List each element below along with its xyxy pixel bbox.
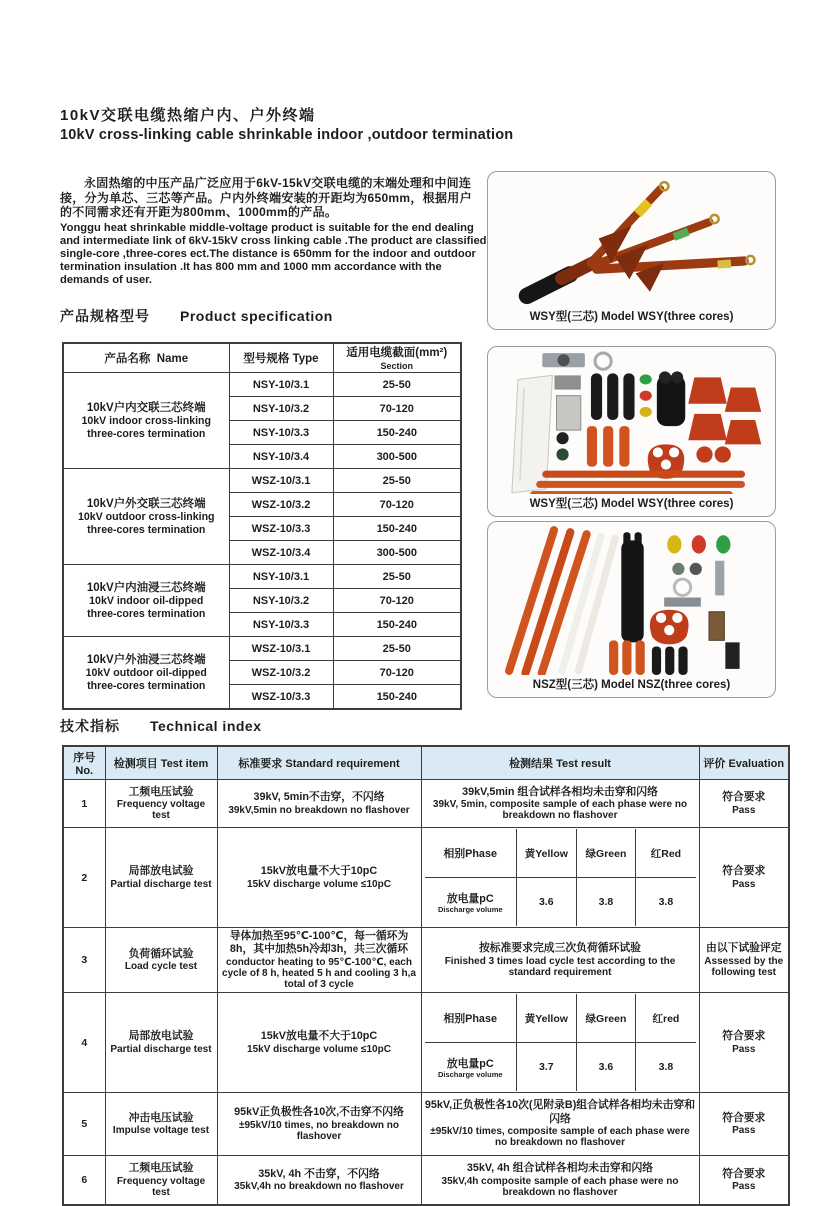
eval-en: Pass (732, 804, 756, 816)
group-name-en2: three-cores termination (87, 523, 206, 536)
req-en: 39kV,5min no breakdown no flashover (228, 804, 410, 816)
tech-header-row (63, 746, 789, 780)
item-zh: 局部放电试验 (128, 1030, 194, 1043)
table-row (63, 1156, 789, 1206)
phase-discharge-subtable (425, 829, 696, 926)
result-zh: 95kV,正负极性各10次(见附录B)组合试样各相均未击穿和闪络 (424, 1099, 696, 1125)
discharge-value: 3.8 (576, 878, 636, 927)
discharge-label-en: Discharge volume (437, 1069, 503, 1079)
spec-section-cell: 300-500 (333, 541, 461, 565)
spec-col-section (333, 343, 461, 373)
spec-col-type (229, 343, 333, 373)
phase-label: 相别Phase (443, 847, 497, 860)
subtable-header-row (425, 994, 696, 1043)
table-row (63, 469, 461, 493)
page-title-zh: 10kV交联电缆热缩户内、户外终端 (60, 107, 316, 124)
table-row (63, 828, 789, 928)
spec-type-cell: NSY-10/3.3 (229, 421, 333, 445)
tech-eval-cell (699, 828, 789, 928)
subtable-value-row (425, 1043, 696, 1092)
spec-col-name-en: Name (156, 353, 189, 365)
photo-caption: WSY型(三芯) Model WSY(three cores) (529, 311, 734, 323)
spec-group-4-name (63, 637, 229, 710)
group-name-en2: three-cores termination (87, 427, 206, 440)
tech-eval-cell (699, 780, 789, 828)
eval-zh: 符合要求 (722, 1111, 766, 1124)
spec-type-cell: WSZ-10/3.4 (229, 541, 333, 565)
intro-paragraph-zh: 永固热缩的中压产品广泛应用于6kV-15kV交联电缆的末端处理和中间连接，分为单芯、三芯等产品。户内外终端安装的开距均为650mm，根据用户的不同需求还有开距为800mm、1000mm的产品。 (60, 176, 472, 220)
phase-yellow: 黄Yellow (517, 994, 577, 1043)
spec-col-name-zh: 产品名称 (104, 353, 151, 365)
eval-zh: 符合要求 (722, 865, 766, 878)
tech-col-result: 检测结果 Test result (421, 746, 699, 780)
discharge-label (425, 878, 517, 927)
result-zh: 39kV,5min 组合试样各相均未击穿和闪络 (462, 785, 658, 798)
eval-en: Pass (732, 1125, 756, 1137)
item-zh: 局部放电试验 (128, 865, 194, 878)
table-row (63, 637, 461, 661)
wsy-kit-photo (488, 347, 775, 494)
tech-eval-cell (699, 1093, 789, 1156)
req-zh: 35kV, 4h 不击穿，不闪络 (258, 1167, 380, 1180)
group-name-en2: three-cores termination (87, 607, 206, 620)
discharge-value: 3.6 (576, 1043, 636, 1092)
spec-group-1-name (63, 373, 229, 469)
item-zh: 工频电压试验 (128, 1162, 194, 1175)
tech-result-cell (421, 780, 699, 828)
table-row (63, 993, 789, 1093)
tech-no-cell: 2 (63, 828, 105, 928)
group-name-en1: 10kV outdoor oil-dipped (85, 666, 207, 679)
req-zh: 15kV放电量不大于10pC (260, 865, 378, 878)
tech-result-cell (421, 928, 699, 993)
spec-header-row (63, 343, 461, 373)
phase-red: 红Red (636, 829, 696, 878)
tech-item-cell (105, 828, 217, 928)
table-row (63, 565, 461, 589)
photo-box-nsz-kit (487, 521, 776, 698)
spec-type-cell: WSZ-10/3.1 (229, 637, 333, 661)
tech-item-cell (105, 1093, 217, 1156)
req-en: 15kV discharge volume ≤10pC (247, 1043, 391, 1055)
spec-type-cell: WSZ-10/3.2 (229, 661, 333, 685)
table-row (63, 1093, 789, 1156)
item-zh: 负荷循环试验 (128, 947, 194, 960)
table-row (63, 780, 789, 828)
tech-no-cell: 3 (63, 928, 105, 993)
spec-section-cell: 70-120 (333, 397, 461, 421)
spec-group-2-name (63, 469, 229, 565)
tech-item-cell (105, 780, 217, 828)
tech-req-cell (217, 828, 421, 928)
tech-col-req: 标准要求 Standard requirement (217, 746, 421, 780)
tech-req-cell (217, 780, 421, 828)
group-name-en1: 10kV outdoor cross-linking (77, 510, 215, 523)
discharge-value: 3.8 (636, 1043, 696, 1092)
group-name-en2: three-cores termination (87, 679, 206, 692)
result-zh: 按标准要求完成三次负荷循环试验 (479, 942, 641, 955)
spec-section-cell: 70-120 (333, 493, 461, 517)
eval-en: Pass (732, 1181, 756, 1193)
tech-item-cell (105, 1156, 217, 1206)
tech-result-cell (421, 993, 699, 1093)
phase-discharge-subtable (425, 994, 696, 1091)
phase-label: 相别Phase (443, 1012, 497, 1025)
req-zh: 导体加热至95℃-100℃，每一循环为8h，其中加热5h冷却3h，共三次循环 (229, 929, 409, 956)
spec-heading-zh: 产品规格型号 (60, 308, 150, 324)
tech-req-cell (217, 1093, 421, 1156)
eval-en: Pass (732, 878, 756, 890)
tech-req-cell (217, 928, 421, 993)
photo-caption: WSY型(三芯) Model WSY(three cores) (529, 498, 734, 510)
phase-green: 绿Green (576, 994, 636, 1043)
spec-type-cell: NSY-10/3.3 (229, 613, 333, 637)
discharge-label-en: Discharge volume (437, 904, 503, 914)
phase-red: 红red (636, 994, 696, 1043)
tech-heading-zh: 技术指标 (60, 718, 120, 734)
product-spec-table (62, 342, 462, 710)
subtable-header-row (425, 829, 696, 878)
group-name-zh: 10kV户外油浸三芯终端 (86, 653, 206, 666)
spec-section-cell: 150-240 (333, 421, 461, 445)
item-en: Load cycle test (124, 961, 198, 973)
spec-section-heading (60, 306, 333, 326)
result-en: 35kV,4h composite sample of each phase were no breakdown no flashover (441, 1175, 679, 1198)
spec-type-cell: NSY-10/3.1 (229, 565, 333, 589)
spec-col-section-en: Section (380, 361, 413, 371)
discharge-value: 3.6 (517, 878, 577, 927)
tech-result-cell (421, 1093, 699, 1156)
table-row (63, 928, 789, 993)
phase-green: 绿Green (576, 829, 636, 878)
req-zh: 39kV, 5min不击穿，不闪络 (253, 791, 385, 804)
spec-type-cell: NSY-10/3.4 (229, 445, 333, 469)
tech-result-cell (421, 1156, 699, 1206)
tech-eval-cell (699, 1156, 789, 1206)
tech-req-cell (217, 1156, 421, 1206)
group-name-zh: 10kV户内交联三芯终端 (86, 401, 206, 414)
spec-section-cell: 300-500 (333, 445, 461, 469)
req-zh: 95kV正负极性各10次,不击穿不闪络 (234, 1106, 404, 1119)
table-row (63, 373, 461, 397)
spec-section-cell: 25-50 (333, 637, 461, 661)
tech-no-cell: 1 (63, 780, 105, 828)
spec-section-cell: 150-240 (333, 685, 461, 710)
group-name-zh: 10kV户外交联三芯终端 (86, 497, 206, 510)
discharge-label-zh: 放电量pC (446, 1057, 494, 1070)
req-en: 15kV discharge volume ≤10pC (247, 878, 391, 890)
eval-zh: 符合要求 (722, 1030, 766, 1043)
spec-section-cell: 70-120 (333, 661, 461, 685)
req-en: 35kV,4h no breakdown no flashover (234, 1181, 404, 1193)
tech-item-cell (105, 993, 217, 1093)
item-en: Frequency voltage test (116, 1175, 206, 1198)
spec-col-name (63, 343, 229, 373)
spec-section-cell: 25-50 (333, 373, 461, 397)
intro-paragraph-en: Yonggu heat shrinkable middle-voltage product is suitable for the end dealing and intermediate link of 6kV-15kV cross linking cable .The product are classified single-core ,three-cores ect.The distance is 650mm for the indoor and outdoor termination insulation .It has 800 mm and 1000 mm accordance with the demands of user. (60, 222, 487, 286)
eval-en: Pass (732, 1043, 756, 1055)
group-name-zh: 10kV户内油浸三芯终端 (86, 581, 206, 594)
item-en: Frequency voltage test (116, 799, 206, 822)
tech-col-item: 检测项目 Test item (105, 746, 217, 780)
spec-type-cell: NSY-10/3.2 (229, 589, 333, 613)
tech-item-cell (105, 928, 217, 993)
item-en: Impulse voltage test (112, 1125, 210, 1137)
result-en: 39kV, 5min, composite sample of each phase were no breakdown no flashover (432, 799, 688, 822)
eval-zh: 符合要求 (722, 791, 766, 804)
tech-section-heading (60, 716, 262, 736)
spec-col-section-zh: 适用电缆截面(mm²) (346, 347, 448, 359)
tech-req-cell (217, 993, 421, 1093)
tech-no-cell: 4 (63, 993, 105, 1093)
discharge-value: 3.7 (517, 1043, 577, 1092)
discharge-value: 3.8 (636, 878, 696, 927)
wsy-termination-photo (488, 172, 775, 307)
spec-type-cell: WSZ-10/3.1 (229, 469, 333, 493)
result-en: Finished 3 times load cycle test according to the standard requirement (444, 955, 676, 978)
photo-box-wsy-termination (487, 171, 776, 330)
tech-eval-cell (699, 928, 789, 993)
spec-section-cell: 25-50 (333, 565, 461, 589)
tech-col-no: 序号No. (63, 746, 105, 780)
phase-yellow: 黄Yellow (517, 829, 577, 878)
page-title-en: 10kV cross-linking cable shrinkable indoor ,outdoor termination (60, 127, 514, 143)
nsz-kit-photo (488, 522, 775, 675)
spec-type-cell: NSY-10/3.1 (229, 373, 333, 397)
spec-type-cell: WSZ-10/3.3 (229, 685, 333, 710)
spec-group-3-name (63, 565, 229, 637)
result-en: ±95kV/10 times, composite sample of each phase were no breakdown no flashover (430, 1126, 690, 1149)
spec-col-type-en: Type (292, 353, 319, 365)
spec-section-cell: 70-120 (333, 589, 461, 613)
req-zh: 15kV放电量不大于10pC (260, 1030, 378, 1043)
group-name-en1: 10kV indoor cross-linking (81, 414, 211, 427)
spec-section-cell: 25-50 (333, 469, 461, 493)
spec-type-cell: WSZ-10/3.3 (229, 517, 333, 541)
tech-eval-cell (699, 993, 789, 1093)
discharge-label (425, 1043, 517, 1092)
item-zh: 工频电压试验 (128, 785, 194, 798)
spec-col-type-zh: 型号规格 (243, 353, 290, 365)
item-en: Partial discharge test (110, 1043, 212, 1055)
tech-heading-en: Technical index (150, 718, 262, 734)
eval-zh: 符合要求 (722, 1167, 766, 1180)
spec-type-cell: NSY-10/3.2 (229, 397, 333, 421)
item-zh: 冲击电压试验 (128, 1111, 194, 1124)
technical-index-table (62, 745, 790, 1206)
spec-section-cell: 150-240 (333, 517, 461, 541)
spec-heading-en: Product specification (180, 308, 333, 324)
eval-en: Assessed by the following test (704, 955, 784, 978)
spec-section-cell: 150-240 (333, 613, 461, 637)
eval-zh: 由以下试验评定 (705, 942, 782, 955)
tech-no-cell: 6 (63, 1156, 105, 1206)
tech-result-cell (421, 828, 699, 928)
tech-no-cell: 5 (63, 1093, 105, 1156)
photo-caption: NSZ型(三芯) Model NSZ(three cores) (532, 679, 731, 691)
subtable-value-row (425, 878, 696, 927)
tech-col-eval: 评价 Evaluation (699, 746, 789, 780)
group-name-en1: 10kV indoor oil-dipped (89, 594, 204, 607)
spec-type-cell: WSZ-10/3.2 (229, 493, 333, 517)
photo-box-wsy-kit (487, 346, 776, 517)
result-zh: 35kV, 4h 组合试样各相均未击穿和闪络 (466, 1162, 654, 1175)
discharge-label-zh: 放电量pC (446, 892, 494, 905)
req-en: conductor heating to 95℃-100℃, each cycle of 8 h, heated 5 h and cooling 3 h,a total of 3 cycle (222, 956, 416, 991)
item-en: Partial discharge test (110, 878, 212, 890)
req-en: ±95kV/10 times, no breakdown no flashover (239, 1119, 399, 1142)
